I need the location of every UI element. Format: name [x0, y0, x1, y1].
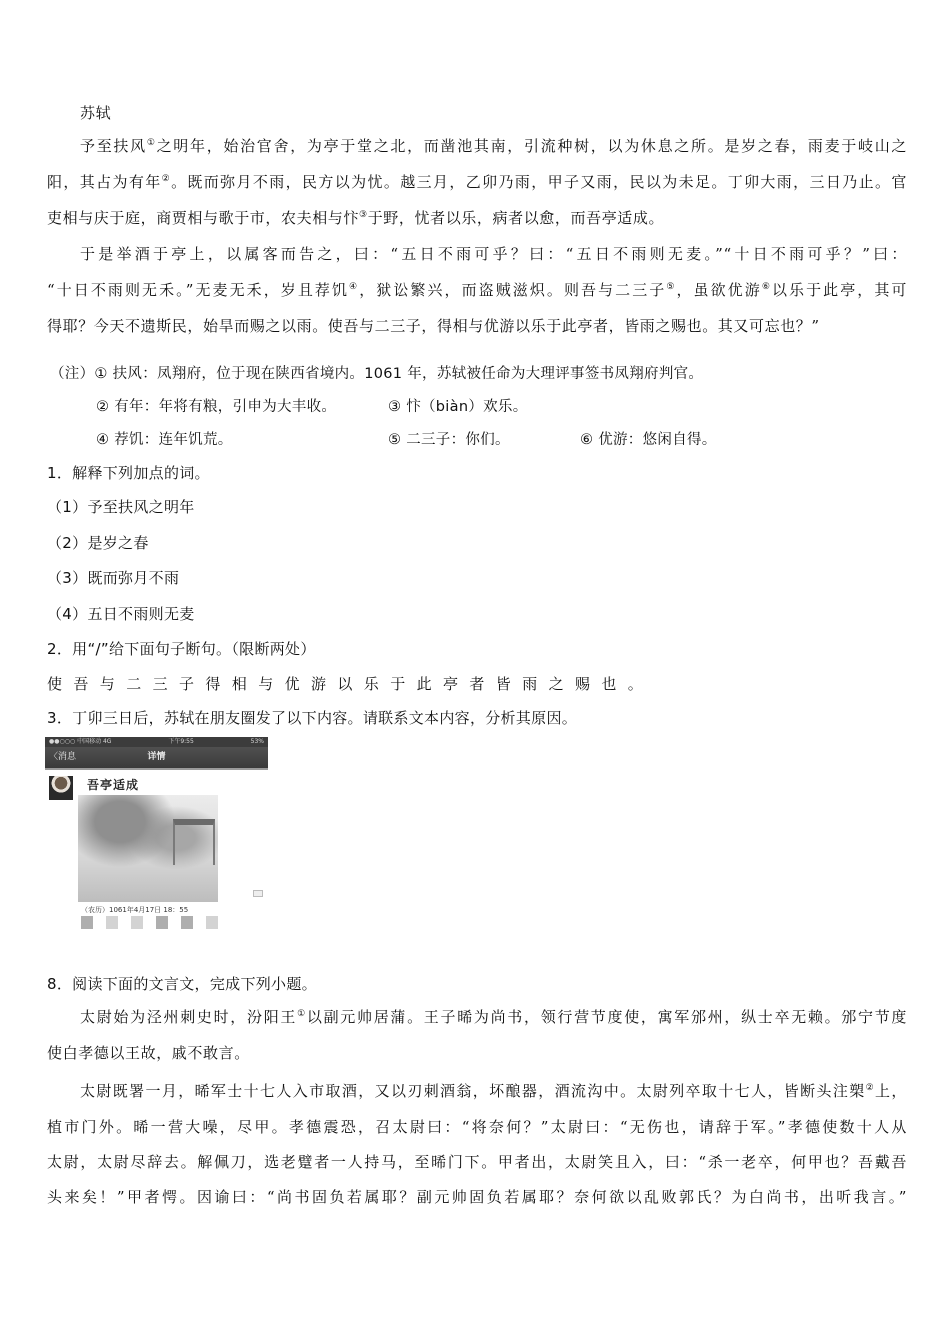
- passage2-line-2: 使白孝德以王故，戚不敢言。: [47, 1044, 250, 1062]
- passage1-line-3: [47, 208, 907, 228]
- footnote-ref-6: ⑥: [761, 282, 772, 292]
- question-1-item-3: （3）既而弥月不雨: [47, 569, 180, 587]
- passage2-line-1: [80, 1007, 907, 1027]
- note-4: ④ 荐饥：连年饥荒。: [96, 432, 233, 448]
- passage2-para2-line-1: [80, 1081, 907, 1101]
- like-avatar: [131, 916, 143, 929]
- passage2-para2-line-4: 头来矣！”甲者愕。因谕曰：“尚书固负若属耶？副元帅固负若属耶？奈何欲以乱败郭氏？为白尚书，出听我言。”: [47, 1188, 907, 1206]
- phone-time: 下午9:55: [168, 738, 194, 745]
- author-name: 苏轼: [80, 104, 112, 122]
- pavilion-painting-image: [78, 795, 218, 902]
- footnote-ref-1: ①: [146, 138, 157, 148]
- carrier-signal: ●●○○○ 中国移动 4G: [49, 738, 112, 745]
- passage1-para2-line-1: 于是举酒于亭上，以属客而告之，曰：“五日不雨可乎？曰：“五日不雨则无麦。”“十日不雨可乎？”曰：: [80, 245, 907, 263]
- notes-label: （注）: [50, 366, 95, 382]
- wechat-moments-screenshot: [45, 737, 268, 935]
- question-1-item-4: （4）五日不雨则无麦: [47, 605, 195, 623]
- text: ，狱讼繁兴，而盗贼滋炽。则吾与二三子: [359, 281, 667, 299]
- text: 。既而弥月不雨，民方以为忧。越三月，乙卯乃雨，甲子又雨，民以为未足。丁卯大雨，三日乃止。官: [171, 173, 908, 191]
- battery-indicator: 53%: [250, 738, 264, 745]
- note-2: ② 有年：年将有粮，引申为大丰收。: [96, 399, 337, 415]
- passage1-para2-line-3: 得耶？今天不遗斯民，始旱而赐之以雨。使吾与二三子，得相与优游以乐于此亭者，皆雨之赐也。其又可忘也？”: [47, 317, 820, 335]
- text: 上，: [875, 1082, 907, 1100]
- question-2-title: 2．用“/”给下面句子断句。（限断两处）: [47, 640, 316, 658]
- question-2-sentence: 使吾与二三子得相与优游以乐于此亭者皆雨之赐也。: [47, 675, 655, 693]
- question-1-item-1: （1）予至扶风之明年: [47, 498, 195, 516]
- text: 太尉始为泾州刺史时，汾阳王: [80, 1008, 298, 1026]
- post-title: 吾亭适成: [87, 778, 140, 792]
- like-avatar: [181, 916, 193, 929]
- text: 之明年，始治官舍，为亭于堂之北，而凿池其南，引流种树，以为休息之所。是岁之春，雨麦于岐山之: [156, 137, 908, 155]
- like-avatar: [156, 916, 168, 929]
- text: 以副元帅居蒲。王子晞为尚书，领行营节度使，寓军邠州，纵士卒无赖。邠宁节度: [306, 1008, 907, 1026]
- passage1-line-1: [80, 136, 907, 156]
- text: ① 扶风：凤翔府，位于现在陕西省境内。1061 年，苏轼被任命为大理评事签书凤翔府判官。: [94, 366, 704, 382]
- question-8-title: 8．阅读下面的文言文，完成下列小题。: [47, 975, 317, 993]
- question-1-item-2: （2）是岁之春: [47, 534, 149, 552]
- like-avatar: [81, 916, 93, 929]
- pavilion-shape: [173, 819, 215, 865]
- back-button: 〈消息: [49, 752, 77, 762]
- text: 吏相与庆于庭，商贾相与歌于市，农夫相与忭: [47, 209, 360, 227]
- avatar: [49, 776, 73, 800]
- text: “十日不雨则无禾。”无麦无禾，岁且荐饥: [47, 281, 350, 299]
- note-6: ⑥ 优游：悠闲自得。: [580, 432, 717, 448]
- passage1-para2-line-2: [47, 280, 907, 300]
- note-1: [50, 364, 910, 384]
- like-avatars: [81, 916, 218, 929]
- text: ，虽欲优游: [676, 281, 762, 299]
- phone-nav-bar: [45, 747, 268, 770]
- text: 于野，忧者以乐，病者以愈，而吾亭适成。: [367, 209, 665, 227]
- note-5: ⑤ 二三子：你们。: [388, 432, 510, 448]
- text: 太尉既署一月，晞军士十七人入市取酒，又以刃刺酒翁，坏酿器，酒流沟中。太尉列卒取十七人，皆断头注槊: [80, 1082, 866, 1100]
- text: 阳，其占为有年: [47, 173, 162, 191]
- footnote-ref-3: ③: [359, 210, 368, 220]
- question-3-title: 3．丁卯三日后，苏轼在朋友圈发了以下内容。请联系文本内容，分析其原因。: [47, 709, 578, 727]
- text: 予至扶风: [80, 137, 147, 155]
- passage1-line-2: [47, 172, 907, 192]
- comment-icon: [253, 890, 263, 897]
- footnote-ref-2: ②: [161, 174, 172, 184]
- note-3: ③ 忭（biàn）欢乐。: [388, 399, 528, 415]
- post-date: （农历）1061年4月17日 18：55: [81, 906, 189, 914]
- question-1-title: 1．解释下列加点的词。: [47, 464, 210, 482]
- passage2-para2-line-2: 植市门外。晞一营大噪，尽甲。孝德震恐，召太尉曰：“将奈何？”太尉曰：“无伤也，请辞于军。”孝德使数十人从: [47, 1118, 907, 1136]
- passage2-para2-line-3: 太尉，太尉尽辞去。解佩刀，选老躄者一人持马，至晞门下。甲者出，太尉笑且入，曰：“杀一老卒，何甲也？吾戴吾: [47, 1153, 907, 1171]
- like-avatar: [206, 916, 218, 929]
- footnote-ref-1: ①: [297, 1009, 307, 1019]
- like-avatar: [106, 916, 118, 929]
- footnote-ref-4: ④: [349, 282, 360, 292]
- footnote-ref-2: ②: [865, 1083, 876, 1093]
- footnote-ref-5: ⑤: [666, 282, 677, 292]
- nav-title: 详情: [147, 752, 166, 762]
- text: 以乐于此亭，其可: [771, 281, 907, 299]
- phone-status-bar: [45, 737, 268, 747]
